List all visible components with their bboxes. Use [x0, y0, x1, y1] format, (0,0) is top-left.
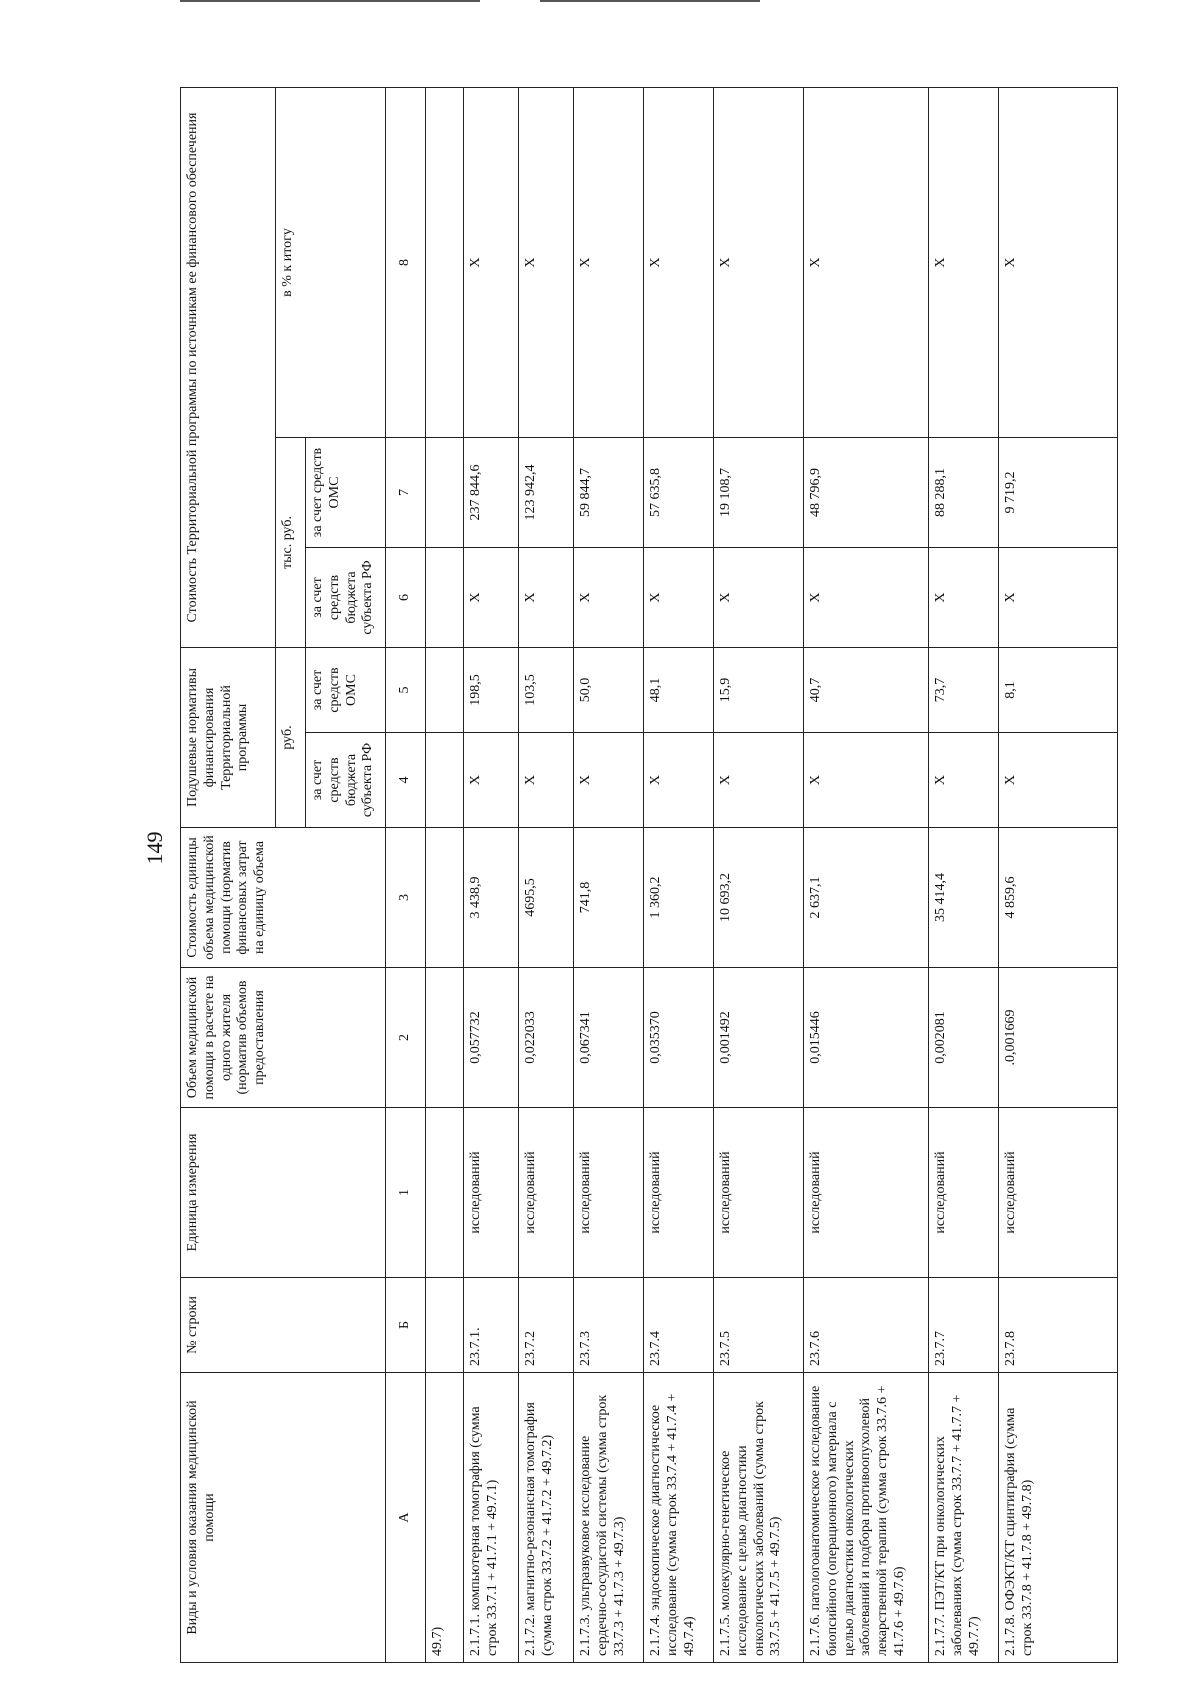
header-col-a: Виды и условия оказания медицинской помощи	[181, 1373, 386, 1663]
row-name: 2.1.7.4. эндоскопическое диагностическое исследование (сумма строк 33.7.4 + 41.7.4 + 49.7.4)	[644, 1373, 714, 1663]
header-unit-rub: руб.	[276, 648, 306, 828]
row-total-budget: Х	[574, 548, 644, 648]
row-cost: 741,8	[574, 828, 644, 968]
row-percent: Х	[804, 87, 929, 437]
header-unit-thousand-rub: тыс. руб.	[276, 438, 306, 648]
row-volume: 0,001492	[714, 968, 804, 1108]
row-total-oms: 237 844,6	[464, 438, 519, 548]
row-name: 2.1.7.2. магнитно-резонансная томография (сумма строк 33.7.2 + 41.7.2 + 49.7.2)	[519, 1373, 574, 1663]
page-number: 149	[142, 831, 167, 865]
row-unit: исследований	[714, 1108, 804, 1278]
carry-row-text: 49.7)	[426, 1373, 464, 1663]
row-norm-budget: Х	[644, 733, 714, 828]
row-norm-oms: 15,9	[714, 648, 804, 733]
carry-row	[426, 87, 464, 1662]
row-line-number: 23.7.1.	[464, 1278, 519, 1373]
index-cell: 1	[386, 1108, 426, 1278]
index-cell: 7	[386, 438, 426, 548]
row-total-oms: 59 844,7	[574, 438, 644, 548]
row-cost: 1 360,2	[644, 828, 714, 968]
row-cost: 4 859,6	[999, 828, 1118, 968]
index-cell: 3	[386, 828, 426, 968]
row-volume: 0,067341	[574, 968, 644, 1108]
table-row	[519, 87, 574, 1662]
row-norm-budget: Х	[929, 733, 999, 828]
index-row	[386, 87, 426, 1662]
index-cell: Б	[386, 1278, 426, 1373]
row-total-oms: 48 796,9	[804, 438, 929, 548]
row-unit: исследований	[519, 1108, 574, 1278]
row-total-budget: Х	[929, 548, 999, 648]
row-volume: 0,015446	[804, 968, 929, 1108]
header-percent-total: в % к итогу	[276, 87, 386, 437]
row-norm-budget: Х	[999, 733, 1118, 828]
row-volume: .0,001669	[999, 968, 1118, 1108]
row-total-oms: 9 719,2	[999, 438, 1118, 548]
header-col-3: Стоимость единицы объема медицинской помощи (норматив финансовых затрат на единицу объема	[181, 828, 386, 968]
row-name: 2.1.7.7. ПЭТ/КТ при онкологических заболеваниях (сумма строк 33.7.7 + 41.7.7 + 49.7.7)	[929, 1373, 999, 1663]
row-percent: Х	[464, 87, 519, 437]
row-total-oms: 123 942,4	[519, 438, 574, 548]
row-line-number: 23.7.5	[714, 1278, 804, 1373]
row-name: 2.1.7.8. ОФЭКТ/КТ сцинтиграфия (сумма строк 33.7.8 + 41.7.8 + 49.7.8)	[999, 1373, 1118, 1663]
row-total-budget: Х	[714, 548, 804, 648]
header-col-1: Единица измерения	[181, 1108, 386, 1278]
index-cell: А	[386, 1373, 426, 1663]
row-cost: 2 637,1	[804, 828, 929, 968]
row-norm-budget: Х	[574, 733, 644, 828]
row-volume: 0,057732	[464, 968, 519, 1108]
row-cost: 10 693,2	[714, 828, 804, 968]
table-row	[999, 87, 1118, 1662]
row-line-number: 23.7.6	[804, 1278, 929, 1373]
index-cell: 4	[386, 733, 426, 828]
row-total-oms: 88 288,1	[929, 438, 999, 548]
financing-table	[180, 87, 1118, 1663]
row-name: 2.1.7.1. компьютерная томография (сумма строк 33.7.1 + 41.7.1 + 49.7.1)	[464, 1373, 519, 1663]
row-name: 2.1.7.5. молекулярно-генетическое исследование с целью диагностики онкологических заболеваний (сумма строк 33.7.5 + 41.7.5 + 49.7.5)	[714, 1373, 804, 1663]
row-total-budget: Х	[519, 548, 574, 648]
header-col-b: № строки	[181, 1278, 386, 1373]
header-norm-oms: за счет средств ОМС	[306, 648, 386, 733]
row-total-budget: Х	[999, 548, 1118, 648]
row-total-oms: 57 635,8	[644, 438, 714, 548]
header-group-cost: Стоимость Территориальной программы по источникам ее финансового обеспечения	[181, 87, 276, 647]
table-row	[929, 87, 999, 1662]
row-line-number: 23.7.7	[929, 1278, 999, 1373]
table-row	[804, 87, 929, 1662]
row-unit: исследований	[644, 1108, 714, 1278]
row-volume: 0,022033	[519, 968, 574, 1108]
index-cell: 5	[386, 648, 426, 733]
row-norm-budget: Х	[519, 733, 574, 828]
index-cell: 8	[386, 87, 426, 437]
row-percent: Х	[929, 87, 999, 437]
row-norm-oms: 73,7	[929, 648, 999, 733]
row-norm-oms: 48,1	[644, 648, 714, 733]
row-unit: исследований	[804, 1108, 929, 1278]
table-row	[574, 87, 644, 1662]
row-name: 2.1.7.3. ультразвуковое исследование сердечно-сосудистой системы (сумма строк 33.7.3 + 41.7.3 + 49.7.3)	[574, 1373, 644, 1663]
header-total-budget: за счет средств бюджета субъекта РФ	[306, 548, 386, 648]
row-total-budget: Х	[644, 548, 714, 648]
row-norm-oms: 50,0	[574, 648, 644, 733]
row-total-oms: 19 108,7	[714, 438, 804, 548]
row-norm-oms: 103,5	[519, 648, 574, 733]
row-cost: 4695,5	[519, 828, 574, 968]
row-percent: Х	[574, 87, 644, 437]
row-norm-oms: 8,1	[999, 648, 1118, 733]
row-line-number: 23.7.3	[574, 1278, 644, 1373]
row-percent: Х	[644, 87, 714, 437]
row-cost: 3 438,9	[464, 828, 519, 968]
row-percent: Х	[714, 87, 804, 437]
row-unit: исследований	[464, 1108, 519, 1278]
table-row	[714, 87, 804, 1662]
row-norm-budget: Х	[804, 733, 929, 828]
row-norm-oms: 198,5	[464, 648, 519, 733]
index-cell: 6	[386, 548, 426, 648]
row-total-budget: Х	[804, 548, 929, 648]
row-norm-oms: 40,7	[804, 648, 929, 733]
rotated-table-container	[180, 88, 1118, 1663]
row-name: 2.1.7.6. патологоанатомическое исследование биопсийного (операционного) материала с целью диагностики онкологических заболеваний и подбора противоопухолевой лекарственной терапии (сумма строк 33.7.6 + 41.7.6 + 49.7.6)	[804, 1373, 929, 1663]
row-line-number: 23.7.2	[519, 1278, 574, 1373]
header-group-norms: Подушевые нормативы финансирования Территориальной программы	[181, 648, 276, 828]
header-total-oms: за счет средств ОМС	[306, 438, 386, 548]
row-percent: Х	[519, 87, 574, 437]
row-total-budget: Х	[464, 548, 519, 648]
row-line-number: 23.7.4	[644, 1278, 714, 1373]
row-norm-budget: Х	[464, 733, 519, 828]
row-cost: 35 414,4	[929, 828, 999, 968]
table-row	[464, 87, 519, 1662]
row-percent: Х	[999, 87, 1118, 437]
header-norm-budget: за счет средств бюджета субъекта РФ	[306, 733, 386, 828]
scan-edge-line-2	[540, 0, 760, 2]
index-cell: 2	[386, 968, 426, 1108]
row-unit: исследований	[574, 1108, 644, 1278]
row-volume: 0,002081	[929, 968, 999, 1108]
row-norm-budget: Х	[714, 733, 804, 828]
scan-edge-line-1	[180, 0, 480, 2]
header-col-2: Объем медицинской помощи в расчете на одного жителя (норматив объемов предоставления	[181, 968, 386, 1108]
table-row	[644, 87, 714, 1662]
row-line-number: 23.7.8	[999, 1278, 1118, 1373]
row-volume: 0,035370	[644, 968, 714, 1108]
row-unit: исследований	[929, 1108, 999, 1278]
row-unit: исследований	[999, 1108, 1118, 1278]
